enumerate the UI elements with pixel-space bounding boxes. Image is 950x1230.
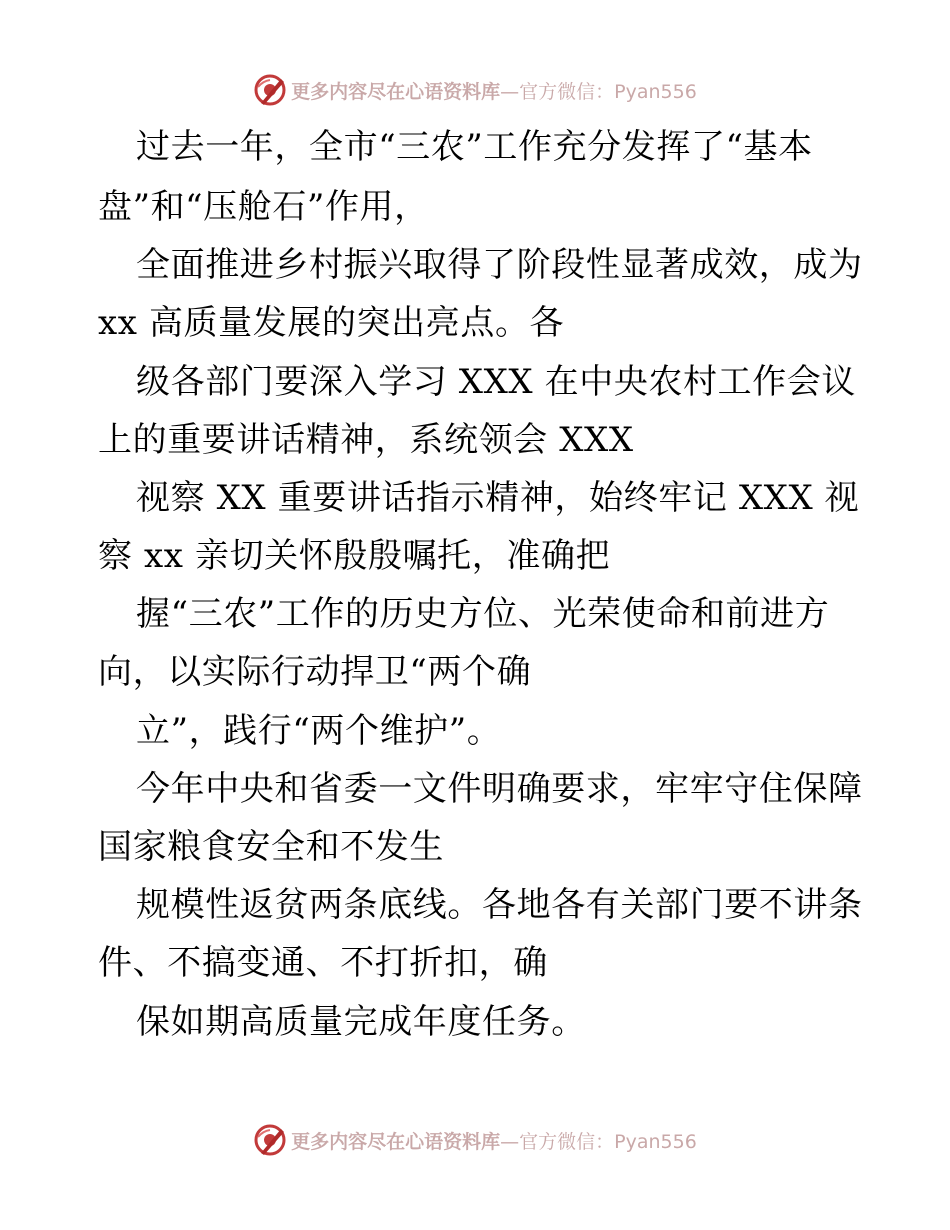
banner-main-text: 更多内容尽在心语资料库 <box>291 80 501 103</box>
text-line: 全面推进乡村振兴取得了阶段性显著成效，成为 <box>136 245 863 285</box>
text-line: 视察 XX 重要讲话指示精神，始终牢记 XXX 视 <box>136 478 860 518</box>
header-banner <box>0 70 950 110</box>
footer-banner <box>0 1120 950 1160</box>
text-line: 立”，践行“两个维护”。 <box>136 711 502 751</box>
text-line: 国家粮食安全和不发生 <box>98 827 444 867</box>
text-line: xx 高质量发展的突出亮点。各 <box>98 303 565 343</box>
text-line: 上的重要讲话精神，系统领会 XXX <box>98 420 634 460</box>
text-line: 向，以实际行动捍卫“两个确 <box>98 652 532 692</box>
pen-logo-icon <box>253 73 287 107</box>
text-line: 级各部门要深入学习 XXX 在中央农村工作会议 <box>136 362 857 402</box>
banner-wechat-text: —官方微信：Pyan556 <box>500 80 697 103</box>
text-line: 规模性返贫两条底线。各地各有关部门要不讲条 <box>136 885 863 925</box>
pen-logo-icon <box>253 1123 287 1157</box>
banner-wechat-text: —官方微信：Pyan556 <box>500 1130 697 1153</box>
text-line: 保如期高质量完成年度任务。 <box>136 1002 586 1042</box>
text-line: 今年中央和省委一文件明确要求，牢牢守住保障 <box>136 769 863 809</box>
text-line: 察 xx 亲切关怀殷殷嘱托，准确把 <box>98 536 611 576</box>
banner-main-text: 更多内容尽在心语资料库 <box>291 1130 501 1153</box>
text-line: 握“三农”工作的历史方位、光荣使命和前进方 <box>136 594 830 634</box>
text-line: 盘”和“压舱石”作用， <box>98 187 429 227</box>
text-line: 过去一年，全市“三农”工作充分发挥了“基本 <box>136 127 813 167</box>
text-line: 件、不搞变通、不打折扣，确 <box>98 943 548 983</box>
